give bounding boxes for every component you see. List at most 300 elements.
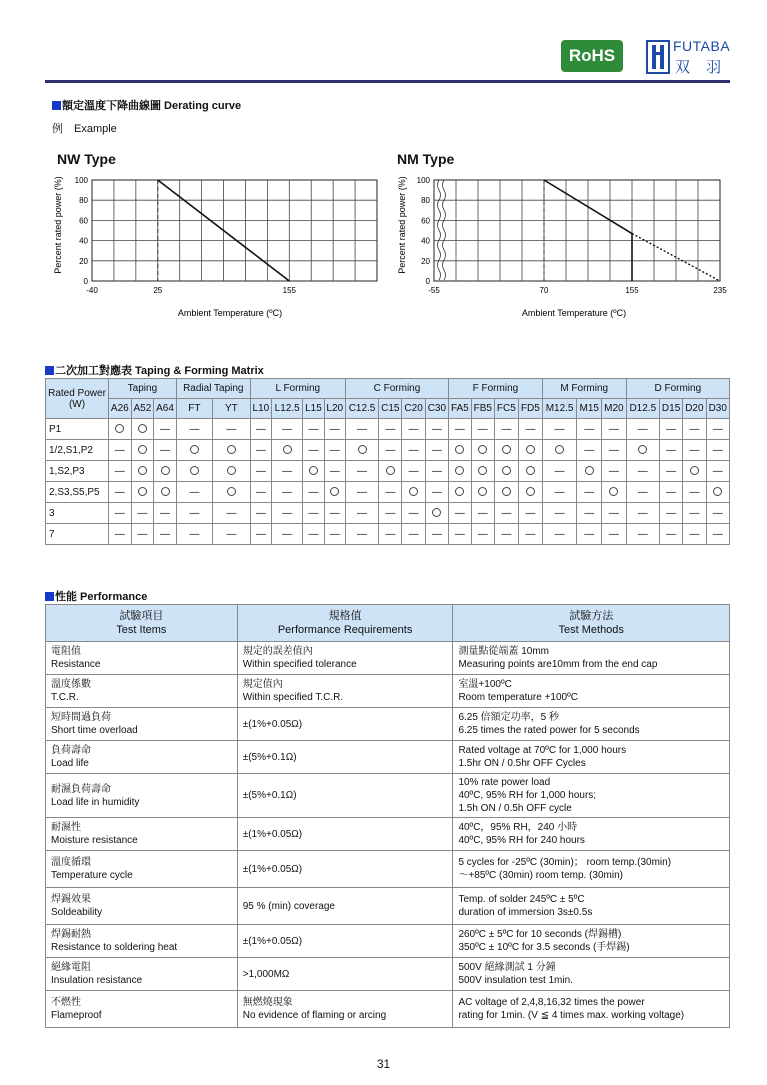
unavailable-dash: — — [471, 503, 494, 524]
available-circle-icon — [402, 482, 425, 503]
unavailable-dash: — — [154, 419, 177, 440]
unavailable-dash: — — [577, 503, 602, 524]
rated-power-header: Rated Power (W) — [46, 379, 109, 419]
available-circle-icon — [471, 461, 494, 482]
unavailable-dash: — — [303, 482, 324, 503]
performance-item-cell — [46, 851, 238, 888]
performance-req-cell — [237, 991, 453, 1028]
unavailable-dash: — — [345, 419, 378, 440]
unavailable-dash: — — [494, 503, 518, 524]
unavailable-dash: — — [542, 482, 577, 503]
available-circle-icon — [518, 440, 542, 461]
unavailable-dash: — — [518, 524, 542, 545]
unavailable-dash: — — [272, 419, 303, 440]
cell-line: Short time overload — [51, 725, 138, 736]
unavailable-dash: — — [425, 419, 448, 440]
cell-line: 無燃燒現象 — [242, 997, 293, 1008]
cell-line: ±(1%+0.05Ω) — [242, 718, 303, 730]
performance-item-cell — [46, 958, 238, 991]
unavailable-dash: — — [659, 524, 682, 545]
unavailable-dash: — — [542, 419, 577, 440]
nw-y-tick-label: 60 — [79, 216, 88, 226]
unavailable-dash: — — [425, 524, 448, 545]
performance-row — [46, 675, 730, 708]
matrix-column-header: L20 — [324, 399, 345, 419]
performance-item-cell — [46, 991, 238, 1028]
header-english: Performance Requirements — [277, 624, 413, 636]
unavailable-dash: — — [683, 524, 706, 545]
performance-method-cell — [453, 741, 730, 774]
available-circle-icon — [577, 461, 602, 482]
nm-chart-title: NM Type — [397, 151, 455, 167]
cell-line: Load life — [51, 758, 89, 769]
unavailable-dash: — — [250, 440, 271, 461]
performance-req-cell — [237, 774, 453, 818]
nm-x-tick-label: 155 — [625, 286, 639, 295]
performance-item-cell — [46, 818, 238, 851]
matrix-column-header: D30 — [706, 399, 729, 419]
unavailable-dash: — — [706, 524, 729, 545]
cell-line: ±(1%+0.05Ω) — [242, 863, 303, 875]
unavailable-dash: — — [602, 419, 627, 440]
performance-item-cell — [46, 741, 238, 774]
cell-line: Moisture resistance — [51, 835, 138, 846]
unavailable-dash: — — [176, 482, 212, 503]
cell-line: 室溫+100ºC — [458, 679, 512, 690]
futaba-logo-icon — [646, 40, 670, 74]
matrix-row — [46, 524, 730, 545]
available-circle-icon — [449, 461, 472, 482]
header-chinese: 試驗方法 — [569, 610, 614, 622]
matrix-group-header: Radial Taping — [176, 379, 250, 399]
available-circle-icon — [494, 482, 518, 503]
nm-y-axis-label: Percent rated power (%) — [397, 176, 407, 274]
cell-line: AC voltage of 2,4,8,16,32 times the power — [458, 997, 645, 1008]
cell-line: 規定值內 — [242, 679, 283, 690]
cell-line: 溫度係數 — [51, 679, 91, 690]
header-chinese: 試驗項目 — [119, 610, 164, 622]
available-circle-icon — [154, 461, 177, 482]
performance-req-cell — [237, 818, 453, 851]
performance-section-title: 性能 Performance — [45, 588, 147, 604]
matrix-group-header: Taping — [109, 379, 177, 399]
unavailable-dash: — — [324, 440, 345, 461]
unavailable-dash: — — [425, 461, 448, 482]
unavailable-dash: — — [659, 503, 682, 524]
unavailable-dash: — — [626, 503, 659, 524]
unavailable-dash: — — [109, 482, 132, 503]
available-circle-icon — [272, 440, 303, 461]
cell-line: 1.5h ON / 0.5h OFF cycle — [458, 803, 572, 814]
matrix-column-header: A26 — [109, 399, 132, 419]
cell-line: 耐濕負荷壽命 — [51, 783, 111, 795]
performance-item-cell — [46, 888, 238, 925]
axis-break-icon — [438, 180, 441, 280]
unavailable-dash: — — [109, 440, 132, 461]
unavailable-dash: — — [683, 503, 706, 524]
nm-y-tick-label: 60 — [421, 216, 430, 226]
available-circle-icon — [213, 440, 251, 461]
performance-item-cell — [46, 675, 238, 708]
nw-plot-frame — [92, 180, 377, 281]
cell-line: 40ºC，95% RH，240 小時 — [458, 822, 578, 833]
unavailable-dash: — — [542, 461, 577, 482]
matrix-column-header: C30 — [425, 399, 448, 419]
performance-req-cell — [237, 888, 453, 925]
nw-x-tick-label: 25 — [153, 286, 163, 295]
nm-y-tick-label: 100 — [416, 176, 430, 185]
performance-method-cell — [453, 675, 730, 708]
cell-line: 測量點從端蓋 10mm — [458, 646, 549, 657]
unavailable-dash: — — [379, 419, 402, 440]
matrix-group-header: M Forming — [542, 379, 626, 399]
unavailable-dash: — — [272, 461, 303, 482]
unavailable-dash: — — [542, 503, 577, 524]
cell-line: Load life in humidity — [51, 796, 140, 808]
nm-y-tick-label: 40 — [421, 236, 430, 246]
matrix-column-header: D12.5 — [626, 399, 659, 419]
cell-line: ～+85ºC (30min) room temp. (30min) — [458, 870, 623, 881]
unavailable-dash: — — [626, 419, 659, 440]
cell-line: 95 % (min) coverage — [242, 900, 335, 912]
available-circle-icon — [626, 440, 659, 461]
available-circle-icon — [471, 482, 494, 503]
performance-method-cell — [453, 818, 730, 851]
cell-line: Flameproof — [51, 1010, 102, 1021]
nm-plot-frame — [434, 180, 720, 281]
unavailable-dash: — — [176, 524, 212, 545]
cell-line: 40ºC, 95% RH for 240 hours — [458, 835, 585, 846]
header-english: Test Items — [116, 624, 167, 636]
unavailable-dash: — — [706, 440, 729, 461]
unavailable-dash: — — [602, 461, 627, 482]
performance-req-cell — [237, 958, 453, 991]
matrix-row — [46, 503, 730, 524]
cell-line: Temp. of solder 245ºC ± 5ºC — [458, 894, 585, 905]
cell-line: Insulation resistance — [51, 975, 143, 986]
matrix-row-label: 1/2,S1,P2 — [46, 440, 109, 461]
matrix-row — [46, 419, 730, 440]
cell-line: Temperature cycle — [51, 870, 133, 881]
unavailable-dash: — — [494, 524, 518, 545]
cell-line: 絕緣電阻 — [51, 962, 91, 973]
matrix-column-header: YT — [213, 399, 251, 419]
unavailable-dash: — — [213, 419, 251, 440]
unavailable-dash: — — [402, 440, 425, 461]
nw-chart-title: NW Type — [57, 151, 116, 167]
matrix-column-header: FC5 — [494, 399, 518, 419]
unavailable-dash: — — [518, 503, 542, 524]
nw-y-tick-label: 80 — [79, 196, 88, 206]
unavailable-dash: — — [626, 461, 659, 482]
matrix-column-header: M12.5 — [542, 399, 577, 419]
unavailable-dash: — — [131, 524, 154, 545]
available-circle-icon — [471, 440, 494, 461]
header-chinese: 規格值 — [328, 610, 362, 622]
cell-line: rating for 1min. (V ≦ 4 times max. working voltage) — [458, 1010, 685, 1021]
available-circle-icon — [449, 482, 472, 503]
available-circle-icon — [425, 503, 448, 524]
available-circle-icon — [494, 440, 518, 461]
cell-line: T.C.R. — [51, 692, 79, 703]
cell-line: 500V 絕緣測試 1 分鐘 — [458, 962, 556, 973]
nw-y-tick-label: 100 — [74, 176, 88, 185]
cell-line: 1.5hr ON / 0.5hr OFF Cycles — [458, 758, 586, 769]
matrix-column-header: L15 — [303, 399, 324, 419]
cell-line: Rated voltage at 70ºC for 1,000 hours — [458, 745, 627, 756]
cell-line: 6.25 times the rated power for 5 seconds — [458, 725, 640, 736]
nw-y-axis-label: Percent rated power (%) — [53, 176, 63, 274]
performance-row — [46, 958, 730, 991]
performance-method-cell — [453, 851, 730, 888]
unavailable-dash: — — [154, 440, 177, 461]
unavailable-dash: — — [577, 482, 602, 503]
axis-break-icon — [443, 180, 446, 280]
unavailable-dash: — — [250, 524, 271, 545]
unavailable-dash: — — [345, 482, 378, 503]
nw-x-axis-label: Ambient Temperature (ºC) — [177, 308, 283, 318]
unavailable-dash: — — [109, 461, 132, 482]
unavailable-dash: — — [131, 503, 154, 524]
matrix-column-header: C20 — [402, 399, 425, 419]
performance-method-cell — [453, 642, 730, 675]
cell-line: 焊錫耐熱 — [51, 929, 91, 940]
cell-line: ±(5%+0.1Ω) — [242, 751, 297, 763]
performance-column-header — [46, 605, 238, 642]
unavailable-dash: — — [449, 503, 472, 524]
taping-forming-matrix — [45, 378, 730, 545]
section-bullet-icon — [45, 592, 54, 601]
available-circle-icon — [176, 461, 212, 482]
available-circle-icon — [345, 440, 378, 461]
unavailable-dash: — — [626, 482, 659, 503]
unavailable-dash: — — [602, 524, 627, 545]
unavailable-dash: — — [659, 440, 682, 461]
nm-x-tick-label: -55 — [428, 286, 440, 295]
unavailable-dash: — — [602, 503, 627, 524]
unavailable-dash: — — [379, 524, 402, 545]
performance-item-cell — [46, 774, 238, 818]
brand-name: FUTABA — [673, 38, 731, 54]
performance-method-cell — [453, 958, 730, 991]
cell-line: 耐濕性 — [51, 822, 81, 833]
matrix-row — [46, 482, 730, 503]
available-circle-icon — [706, 482, 729, 503]
available-circle-icon — [494, 461, 518, 482]
brand-name-chinese: 双 羽 — [675, 59, 728, 76]
cell-line: Resistance — [51, 659, 101, 670]
matrix-column-header: FT — [176, 399, 212, 419]
unavailable-dash: — — [542, 524, 577, 545]
performance-row — [46, 774, 730, 818]
available-circle-icon — [518, 461, 542, 482]
unavailable-dash: — — [626, 524, 659, 545]
unavailable-dash: — — [324, 461, 345, 482]
performance-table — [45, 604, 730, 1028]
header-divider — [45, 80, 730, 83]
cell-line: 負荷壽命 — [51, 745, 91, 756]
cell-line: Room temperature +100ºC — [458, 692, 578, 703]
unavailable-dash: — — [250, 461, 271, 482]
example-label: 例 Example — [52, 123, 117, 135]
unavailable-dash: — — [577, 524, 602, 545]
unavailable-dash: — — [402, 419, 425, 440]
matrix-group-header: D Forming — [626, 379, 729, 399]
unavailable-dash: — — [154, 524, 177, 545]
unavailable-dash: — — [303, 440, 324, 461]
matrix-column-header: L10 — [250, 399, 271, 419]
performance-method-cell — [453, 991, 730, 1028]
unavailable-dash: — — [109, 524, 132, 545]
unavailable-dash: — — [324, 503, 345, 524]
cell-line: 不燃性 — [51, 997, 81, 1008]
unavailable-dash: — — [706, 503, 729, 524]
available-circle-icon — [542, 440, 577, 461]
section-bullet-icon — [52, 101, 61, 110]
unavailable-dash: — — [176, 503, 212, 524]
unavailable-dash: — — [154, 503, 177, 524]
unavailable-dash: — — [471, 419, 494, 440]
available-circle-icon — [131, 461, 154, 482]
unavailable-dash: — — [402, 461, 425, 482]
unavailable-dash: — — [706, 419, 729, 440]
cell-line: duration of immersion 3s±0.5s — [458, 907, 593, 918]
cell-line: Resistance to soldering heat — [51, 942, 178, 953]
performance-row — [46, 925, 730, 958]
unavailable-dash: — — [494, 419, 518, 440]
unavailable-dash: — — [659, 461, 682, 482]
available-circle-icon — [154, 482, 177, 503]
unavailable-dash: — — [706, 461, 729, 482]
nm-x-axis-label: Ambient Temperature (ºC) — [521, 308, 627, 318]
available-circle-icon — [379, 461, 402, 482]
unavailable-dash: — — [213, 503, 251, 524]
matrix-group-header: L Forming — [250, 379, 345, 399]
unavailable-dash: — — [324, 419, 345, 440]
matrix-column-header: A52 — [131, 399, 154, 419]
performance-row — [46, 851, 730, 888]
cell-line: 40ºC, 95% RH for 1,000 hours; — [458, 790, 597, 801]
available-circle-icon — [131, 482, 154, 503]
nm-y-tick-label: 20 — [421, 256, 430, 266]
cell-line: Within specified T.C.R. — [242, 692, 344, 703]
unavailable-dash: — — [471, 524, 494, 545]
nw-y-tick-label: 0 — [83, 277, 88, 286]
matrix-row-label: 1,S2,P3 — [46, 461, 109, 482]
cell-line: 溫度循環 — [51, 857, 91, 868]
matrix-column-header: FB5 — [471, 399, 494, 419]
unavailable-dash: — — [449, 419, 472, 440]
unavailable-dash: — — [272, 524, 303, 545]
performance-req-cell — [237, 741, 453, 774]
cell-line: ±(5%+0.1Ω) — [242, 790, 297, 801]
nw-y-tick-label: 40 — [79, 236, 88, 246]
performance-row — [46, 888, 730, 925]
matrix-row-label: P1 — [46, 419, 109, 440]
available-circle-icon — [602, 482, 627, 503]
unavailable-dash: — — [659, 482, 682, 503]
nm-x-tick-label: 70 — [539, 286, 549, 295]
unavailable-dash: — — [425, 482, 448, 503]
performance-row — [46, 642, 730, 675]
matrix-column-header: D15 — [659, 399, 682, 419]
unavailable-dash: — — [272, 482, 303, 503]
matrix-group-header: F Forming — [449, 379, 543, 399]
unavailable-dash: — — [324, 524, 345, 545]
nw-y-tick-label: 20 — [79, 256, 88, 266]
available-circle-icon — [131, 440, 154, 461]
unavailable-dash: — — [683, 440, 706, 461]
cell-line: ±(1%+0.05Ω) — [242, 935, 303, 947]
performance-row — [46, 741, 730, 774]
performance-row — [46, 708, 730, 741]
available-circle-icon — [324, 482, 345, 503]
derating-section-title: 額定溫度下降曲線圖 Derating curve — [52, 97, 241, 113]
unavailable-dash: — — [213, 524, 251, 545]
unavailable-dash: — — [683, 482, 706, 503]
unavailable-dash: — — [250, 419, 271, 440]
unavailable-dash: — — [379, 440, 402, 461]
unavailable-dash: — — [659, 419, 682, 440]
unavailable-dash: — — [250, 482, 271, 503]
performance-method-cell — [453, 708, 730, 741]
performance-row — [46, 818, 730, 851]
performance-req-cell — [237, 851, 453, 888]
unavailable-dash: — — [345, 524, 378, 545]
performance-row — [46, 991, 730, 1028]
matrix-column-header: D20 — [683, 399, 706, 419]
unavailable-dash: — — [518, 419, 542, 440]
cell-line: 短時間過負荷 — [51, 712, 111, 723]
matrix-section-title: 二次加工對應表 Taping & Forming Matrix — [45, 362, 264, 378]
matrix-column-header: FA5 — [449, 399, 472, 419]
matrix-column-header: C15 — [379, 399, 402, 419]
nm-y-tick-label: 0 — [425, 277, 430, 286]
unavailable-dash: — — [303, 524, 324, 545]
available-circle-icon — [213, 482, 251, 503]
cell-line: No evidence of flaming or arcing — [242, 1010, 387, 1021]
matrix-column-header: C12.5 — [345, 399, 378, 419]
performance-item-cell — [46, 925, 238, 958]
performance-item-cell — [46, 642, 238, 675]
available-circle-icon — [683, 461, 706, 482]
nm-x-tick-label: 235 — [713, 286, 727, 295]
available-circle-icon — [303, 461, 324, 482]
cell-line: Soldeability — [51, 907, 103, 918]
unavailable-dash: — — [602, 440, 627, 461]
header-english: Test Methods — [558, 624, 624, 636]
page-number: 31 — [376, 1057, 391, 1071]
performance-req-cell — [237, 925, 453, 958]
cell-line: 規定的誤差值內 — [242, 646, 313, 657]
cell-line: 6.25 倍額定功率，5 秒 — [458, 712, 560, 723]
available-circle-icon — [176, 440, 212, 461]
rohs-logo: RoHS — [561, 40, 623, 72]
unavailable-dash: — — [379, 503, 402, 524]
matrix-group-header: C Forming — [345, 379, 448, 399]
matrix-row-label: 2,S3,S5,P5 — [46, 482, 109, 503]
unavailable-dash: — — [425, 440, 448, 461]
performance-method-cell — [453, 888, 730, 925]
unavailable-dash: — — [402, 524, 425, 545]
performance-method-cell — [453, 774, 730, 818]
cell-line: 5 cycles for -25ºC (30min)； room temp.(30min) — [458, 857, 672, 868]
available-circle-icon — [449, 440, 472, 461]
cell-line: 350ºC ± 10ºC for 3.5 seconds (手焊錫) — [458, 942, 630, 953]
matrix-column-header: A64 — [154, 399, 177, 419]
available-circle-icon — [213, 461, 251, 482]
unavailable-dash: — — [345, 461, 378, 482]
